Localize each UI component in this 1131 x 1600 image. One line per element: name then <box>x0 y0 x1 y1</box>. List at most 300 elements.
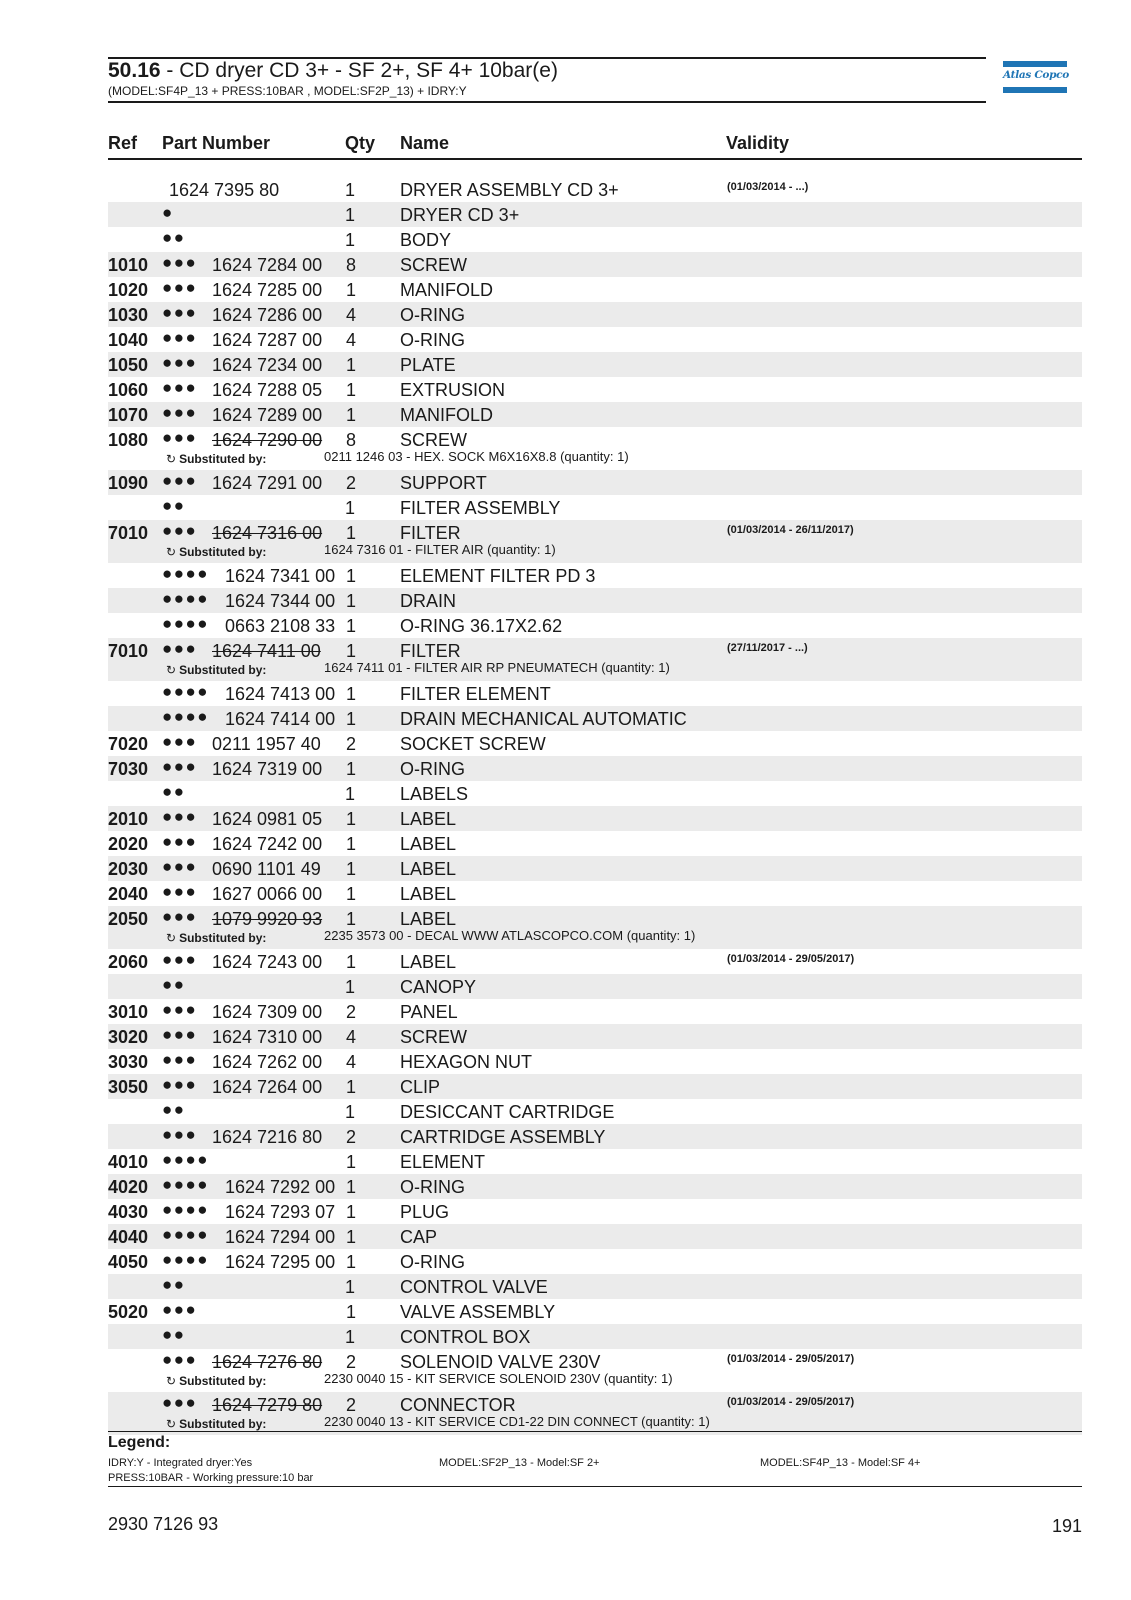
row-name: SUPPORT <box>400 473 487 493</box>
legend-item-idry: IDRY:Y - Integrated dryer:Yes <box>108 1457 253 1469</box>
row-qty: 4 <box>346 330 357 350</box>
row-ref: 4050 <box>108 1252 149 1272</box>
row-level-dots: ●●●● <box>162 564 210 583</box>
table-row <box>108 881 1082 906</box>
row-ref: 5020 <box>108 1302 149 1322</box>
row-level-dots: ●●● <box>162 1075 198 1094</box>
substitute-part: 2230 0040 13 - KIT SERVICE CD1-22 DIN CONNECT (quantity: 1) <box>324 1414 710 1429</box>
substitute-part: 0211 1246 03 - HEX. SOCK M6X16X8.8 (quantity: 1) <box>324 449 629 464</box>
section-title: - CD dryer CD 3+ - SF 2+, SF 4+ 10bar(e) <box>160 59 558 82</box>
row-qty: 1 <box>346 709 357 729</box>
row-level-dots: ●●● <box>162 882 198 901</box>
row-qty: 1 <box>345 977 356 997</box>
row-part-number: 1624 7319 00 <box>212 759 323 779</box>
row-part-number: 1624 7414 00 <box>225 709 336 729</box>
table-row <box>108 831 1082 856</box>
row-name: MANIFOLD <box>400 405 494 425</box>
table-row <box>108 427 1082 470</box>
row-name: SOLENOID VALVE 230V <box>400 1352 601 1372</box>
row-ref: 1080 <box>108 430 149 450</box>
row-qty: 1 <box>345 205 356 225</box>
table-row <box>108 563 1082 588</box>
row-part-number: 1624 7262 00 <box>212 1052 323 1072</box>
substituted-by-label <box>166 662 266 678</box>
table-row <box>108 227 1082 252</box>
substituted-by-text: Substituted by: <box>179 452 267 466</box>
row-qty: 2 <box>346 1395 357 1415</box>
page-title <box>108 58 558 84</box>
row-part-number: 1624 7341 00 <box>225 566 336 586</box>
row-part-number: 1624 7413 00 <box>225 684 336 704</box>
row-part-number: 1624 7316 00 <box>212 523 323 543</box>
row-level-dots: ●●● <box>162 428 198 447</box>
row-name: FILTER <box>400 641 461 661</box>
section-number: 50.16 <box>108 59 161 82</box>
substituted-by-label <box>166 930 266 946</box>
row-name: PLUG <box>400 1202 450 1222</box>
row-qty: 4 <box>346 1027 357 1047</box>
table-row <box>108 495 1082 520</box>
row-level-dots: ● <box>162 203 174 222</box>
table-row <box>108 638 1082 681</box>
table-row <box>108 706 1082 731</box>
row-qty: 1 <box>346 405 357 425</box>
row-level-dots: ●●● <box>162 1000 198 1019</box>
row-level-dots: ●●● <box>162 757 198 776</box>
row-qty: 1 <box>346 591 357 611</box>
row-name: CLIP <box>400 1077 441 1097</box>
row-level-dots: ●●● <box>162 639 198 658</box>
row-name: ELEMENT FILTER PD 3 <box>400 566 596 586</box>
row-qty: 1 <box>345 498 356 518</box>
row-ref: 7020 <box>108 734 149 754</box>
row-name: SCREW <box>400 430 467 450</box>
row-name: BODY <box>400 230 452 250</box>
row-name: O-RING <box>400 759 465 779</box>
table-row <box>108 1149 1082 1174</box>
row-level-dots: ●●● <box>162 907 198 926</box>
row-qty: 1 <box>346 859 357 879</box>
row-ref: 4010 <box>108 1152 149 1172</box>
column-header-validity: Validity <box>726 133 790 153</box>
row-qty: 1 <box>346 759 357 779</box>
row-ref: 7030 <box>108 759 149 779</box>
row-qty: 2 <box>346 734 357 754</box>
row-ref: 2020 <box>108 834 149 854</box>
row-part-number: 1624 7288 05 <box>212 380 323 400</box>
substituted-by-text: Substituted by: <box>179 1374 267 1388</box>
table-row <box>108 974 1082 999</box>
logo-text: Atlas Copco <box>1003 69 1069 81</box>
table-row <box>108 202 1082 227</box>
row-part-number: 1624 7234 00 <box>212 355 323 375</box>
row-qty: 1 <box>346 616 357 636</box>
row-part-number: 1624 7243 00 <box>212 952 323 972</box>
row-part-number: 1624 7294 00 <box>225 1227 336 1247</box>
row-part-number: 1624 7309 00 <box>212 1002 323 1022</box>
row-name: LABELS <box>400 784 469 804</box>
row-qty: 1 <box>346 909 357 929</box>
table-row <box>108 470 1082 495</box>
row-qty: 1 <box>345 1277 356 1297</box>
row-level-dots: ●●●● <box>162 589 210 608</box>
row-name: CONTROL VALVE <box>400 1277 548 1297</box>
table-row <box>108 1074 1082 1099</box>
row-part-number: 0663 2108 33 <box>225 616 336 636</box>
refresh-icon: ↻ <box>166 545 177 559</box>
row-qty: 1 <box>346 641 357 661</box>
row-ref: 3050 <box>108 1077 149 1097</box>
row-ref: 1020 <box>108 280 149 300</box>
row-level-dots: ●●● <box>162 1050 198 1069</box>
row-part-number: 1624 7293 07 <box>225 1202 336 1222</box>
header-rule <box>108 158 1082 160</box>
table-row <box>108 1024 1082 1049</box>
row-level-dots: ●●●● <box>162 707 210 726</box>
table-row <box>108 302 1082 327</box>
row-level-dots: ●●● <box>162 1393 198 1412</box>
row-part-number: 1627 0066 00 <box>212 884 323 904</box>
substituted-by-label <box>166 544 266 560</box>
row-level-dots: ●●● <box>162 1025 198 1044</box>
substituted-by-text: Substituted by: <box>179 545 267 559</box>
row-part-number: 1624 0981 05 <box>212 809 323 829</box>
row-ref: 3010 <box>108 1002 149 1022</box>
table-row <box>108 1099 1082 1124</box>
row-qty: 8 <box>346 430 357 450</box>
row-level-dots: ●●●● <box>162 1250 210 1269</box>
table-row <box>108 1392 1082 1435</box>
table-row <box>108 1124 1082 1149</box>
row-name: VALVE ASSEMBLY <box>400 1302 556 1322</box>
row-qty: 1 <box>346 523 357 543</box>
row-qty: 1 <box>346 834 357 854</box>
row-validity: (27/11/2017 - ...) <box>727 642 808 654</box>
row-ref: 4040 <box>108 1227 149 1247</box>
row-level-dots: ●●● <box>162 303 198 322</box>
row-part-number: 1079 9920 93 <box>212 909 323 929</box>
row-ref: 3020 <box>108 1027 149 1047</box>
row-qty: 1 <box>346 380 357 400</box>
row-ref: 3030 <box>108 1052 149 1072</box>
legend-item-press: PRESS:10BAR - Working pressure:10 bar <box>108 1472 314 1484</box>
row-name: DRAIN MECHANICAL AUTOMATIC <box>400 709 687 729</box>
row-qty: 2 <box>346 1352 357 1372</box>
row-name: O-RING <box>400 330 465 350</box>
row-qty: 1 <box>345 1327 356 1347</box>
row-name: SCREW <box>400 255 467 275</box>
row-qty: 1 <box>346 884 357 904</box>
row-ref: 1040 <box>108 330 149 350</box>
row-level-dots: ●●● <box>162 807 198 826</box>
table-row <box>108 1349 1082 1392</box>
row-ref: 2010 <box>108 809 149 829</box>
row-qty: 1 <box>346 1227 357 1247</box>
table-row <box>108 252 1082 277</box>
row-name: FILTER ASSEMBLY <box>400 498 561 518</box>
row-name: O-RING <box>400 305 465 325</box>
legend-title: Legend: <box>108 1434 171 1451</box>
row-part-number: 1624 7290 00 <box>212 430 323 450</box>
row-name: CANOPY <box>400 977 477 997</box>
logo-top-bar <box>1003 61 1067 67</box>
row-qty: 4 <box>346 305 357 325</box>
row-level-dots: ●●●● <box>162 1225 210 1244</box>
row-name: PLATE <box>400 355 456 375</box>
table-row <box>108 1274 1082 1299</box>
row-validity: (01/03/2014 - 29/05/2017) <box>727 953 855 965</box>
row-ref: 1070 <box>108 405 149 425</box>
row-name: DRYER ASSEMBLY CD 3+ <box>400 180 619 200</box>
row-name: CARTRIDGE ASSEMBLY <box>400 1127 606 1147</box>
substituted-by-label <box>166 451 266 467</box>
row-level-dots: ●●● <box>162 378 198 397</box>
row-qty: 1 <box>346 1077 357 1097</box>
row-qty: 1 <box>346 1252 357 1272</box>
row-validity: (01/03/2014 - 26/11/2017) <box>727 524 854 536</box>
table-row <box>108 1224 1082 1249</box>
row-level-dots: ●●●● <box>162 1175 210 1194</box>
row-qty: 1 <box>346 1152 357 1172</box>
row-qty: 2 <box>346 1127 357 1147</box>
table-row <box>108 177 1082 202</box>
row-qty: 4 <box>346 1052 357 1072</box>
row-part-number: 1624 7286 00 <box>212 305 323 325</box>
row-ref: 2050 <box>108 909 149 929</box>
row-level-dots: ●●●● <box>162 682 210 701</box>
row-level-dots: ●● <box>162 782 186 801</box>
row-validity: (01/03/2014 - 29/05/2017) <box>727 1396 855 1408</box>
row-name: FILTER <box>400 523 461 543</box>
row-name: LABEL <box>400 809 457 829</box>
row-part-number: 1624 7276 80 <box>212 1352 323 1372</box>
row-qty: 1 <box>346 952 357 972</box>
table-row <box>108 327 1082 352</box>
row-level-dots: ●●● <box>162 832 198 851</box>
row-qty: 1 <box>346 280 357 300</box>
row-qty: 1 <box>345 784 356 804</box>
row-level-dots: ●●●● <box>162 1150 210 1169</box>
row-name: LABEL <box>400 859 457 879</box>
table-row <box>108 949 1082 974</box>
row-ref: 1010 <box>108 255 149 275</box>
table-row <box>108 588 1082 613</box>
row-part-number: 1624 7292 00 <box>225 1177 336 1197</box>
row-part-number: 1624 7310 00 <box>212 1027 323 1047</box>
row-level-dots: ●●● <box>162 1300 198 1319</box>
row-level-dots: ●●●● <box>162 1200 210 1219</box>
row-ref: 4030 <box>108 1202 149 1222</box>
table-row <box>108 781 1082 806</box>
row-part-number: 1624 7411 00 <box>212 641 321 661</box>
row-name: LABEL <box>400 884 457 904</box>
table-row <box>108 856 1082 881</box>
row-qty: 8 <box>346 255 357 275</box>
atlas-copco-logo <box>1003 61 1067 94</box>
row-name: O-RING <box>400 1252 465 1272</box>
legend-item-model-sf4p: MODEL:SF4P_13 - Model:SF 4+ <box>760 1457 921 1469</box>
row-level-dots: ●●●● <box>162 614 210 633</box>
row-name: MANIFOLD <box>400 280 494 300</box>
substituted-by-text: Substituted by: <box>179 931 267 945</box>
refresh-icon: ↻ <box>166 1374 177 1388</box>
row-qty: 1 <box>345 1102 356 1122</box>
row-part-number: 1624 7291 00 <box>212 473 323 493</box>
row-qty: 1 <box>345 180 356 200</box>
substituted-by-text: Substituted by: <box>179 1417 267 1431</box>
row-level-dots: ●●● <box>162 521 198 540</box>
refresh-icon: ↻ <box>166 931 177 945</box>
title-bottom-rule <box>108 101 986 103</box>
row-part-number: 1624 7264 00 <box>212 1077 323 1097</box>
table-row <box>108 806 1082 831</box>
row-level-dots: ●●● <box>162 950 198 969</box>
row-qty: 1 <box>346 1177 357 1197</box>
row-qty: 2 <box>346 473 357 493</box>
row-level-dots: ●● <box>162 1325 186 1344</box>
row-ref: 1030 <box>108 305 149 325</box>
row-name: DRYER CD 3+ <box>400 205 520 225</box>
row-ref: 2040 <box>108 884 149 904</box>
row-name: HEXAGON NUT <box>400 1052 533 1072</box>
row-level-dots: ●●● <box>162 732 198 751</box>
substituted-by-label <box>166 1416 266 1432</box>
row-ref: 4020 <box>108 1177 149 1197</box>
column-header-ref: Ref <box>108 133 138 153</box>
row-part-number: 0211 1957 40 <box>212 734 321 754</box>
row-name: CONNECTOR <box>400 1395 516 1415</box>
row-part-number: 1624 7242 00 <box>212 834 323 854</box>
row-level-dots: ●●● <box>162 857 198 876</box>
column-header-name: Name <box>400 133 450 153</box>
row-ref: 1090 <box>108 473 149 493</box>
table-row <box>108 1299 1082 1324</box>
row-ref: 1060 <box>108 380 149 400</box>
substitute-part: 1624 7316 01 - FILTER AIR (quantity: 1) <box>324 542 556 557</box>
table-row <box>108 1174 1082 1199</box>
table-row <box>108 277 1082 302</box>
row-part-number: 1624 7344 00 <box>225 591 336 611</box>
table-row <box>108 1324 1082 1349</box>
row-name: DESICCANT CARTRIDGE <box>400 1102 615 1122</box>
row-qty: 1 <box>346 809 357 829</box>
row-name: PANEL <box>400 1002 458 1022</box>
row-qty: 1 <box>346 684 357 704</box>
row-level-dots: ●●● <box>162 253 198 272</box>
row-level-dots: ●● <box>162 1100 186 1119</box>
row-name: CONTROL BOX <box>400 1327 531 1347</box>
row-level-dots: ●●● <box>162 471 198 490</box>
logo-bottom-bar <box>1003 87 1067 93</box>
row-name: CAP <box>400 1227 438 1247</box>
row-level-dots: ●●● <box>162 278 198 297</box>
row-level-dots: ●●● <box>162 1350 198 1369</box>
row-part-number: 1624 7284 00 <box>212 255 323 275</box>
row-name: EXTRUSION <box>400 380 506 400</box>
row-level-dots: ●●● <box>162 353 198 372</box>
substitute-part: 2230 0040 15 - KIT SERVICE SOLENOID 230V (quantity: 1) <box>324 1371 673 1386</box>
substitute-part: 1624 7411 01 - FILTER AIR RP PNEUMATECH (quantity: 1) <box>324 660 670 675</box>
row-name: SCREW <box>400 1027 467 1047</box>
row-qty: 2 <box>346 1002 357 1022</box>
row-level-dots: ●● <box>162 496 186 515</box>
row-name: FILTER ELEMENT <box>400 684 551 704</box>
row-validity: (01/03/2014 - ...) <box>727 181 809 193</box>
row-qty: 1 <box>345 230 356 250</box>
row-name: O-RING 36.17X2.62 <box>400 616 563 636</box>
row-qty: 1 <box>346 566 357 586</box>
row-ref: 1050 <box>108 355 149 375</box>
row-name: LABEL <box>400 952 457 972</box>
row-part-number: 1624 7395 80 <box>169 180 280 200</box>
table-row <box>108 352 1082 377</box>
parts-table <box>108 177 1082 1435</box>
row-validity: (01/03/2014 - 29/05/2017) <box>727 1353 855 1365</box>
row-ref: 2030 <box>108 859 149 879</box>
column-header-qty: Qty <box>345 133 376 153</box>
row-part-number: 1624 7295 00 <box>225 1252 336 1272</box>
legend-item-model-sf2p: MODEL:SF2P_13 - Model:SF 2+ <box>439 1457 600 1469</box>
row-part-number: 1624 7285 00 <box>212 280 323 300</box>
table-row <box>108 377 1082 402</box>
refresh-icon: ↻ <box>166 1417 177 1431</box>
row-name: O-RING <box>400 1177 465 1197</box>
row-part-number: 0690 1101 49 <box>212 859 321 879</box>
row-qty: 1 <box>346 1302 357 1322</box>
row-part-number: 1624 7279 80 <box>212 1395 323 1415</box>
row-level-dots: ●● <box>162 1275 186 1294</box>
row-name: SOCKET SCREW <box>400 734 546 754</box>
substituted-by-label <box>166 1373 266 1389</box>
column-header-part-number: Part Number <box>162 133 271 153</box>
page-subtitle: (MODEL:SF4P_13 + PRESS:10BAR , MODEL:SF2P_13) + IDRY:Y <box>108 84 467 98</box>
row-qty: 1 <box>346 1202 357 1222</box>
table-row <box>108 1049 1082 1074</box>
substitute-part: 2235 3573 00 - DECAL WWW ATLASCOPCO.COM (quantity: 1) <box>324 928 696 943</box>
table-row <box>108 520 1082 563</box>
row-part-number: 1624 7287 00 <box>212 330 323 350</box>
row-name: LABEL <box>400 834 457 854</box>
row-ref: 7010 <box>108 641 149 661</box>
row-name: DRAIN <box>400 591 457 611</box>
table-row <box>108 1249 1082 1274</box>
table-row <box>108 906 1082 949</box>
page-number: 191 <box>1052 1516 1083 1536</box>
document-number: 2930 7126 93 <box>108 1514 219 1534</box>
legend-bottom-rule <box>108 1486 1082 1487</box>
table-row <box>108 1199 1082 1224</box>
row-name: LABEL <box>400 909 457 929</box>
table-row <box>108 756 1082 781</box>
substituted-by-text: Substituted by: <box>179 663 267 677</box>
row-qty: 1 <box>346 355 357 375</box>
row-level-dots: ●●● <box>162 1125 198 1144</box>
table-row <box>108 613 1082 638</box>
legend-rule <box>108 1431 1082 1432</box>
table-row <box>108 999 1082 1024</box>
row-name: ELEMENT <box>400 1152 486 1172</box>
refresh-icon: ↻ <box>166 663 177 677</box>
row-level-dots: ●● <box>162 228 186 247</box>
table-row <box>108 681 1082 706</box>
row-level-dots: ●●● <box>162 328 198 347</box>
row-part-number: 1624 7289 00 <box>212 405 323 425</box>
row-part-number: 1624 7216 80 <box>212 1127 323 1147</box>
table-row <box>108 731 1082 756</box>
row-ref: 7010 <box>108 523 149 543</box>
table-row <box>108 402 1082 427</box>
row-level-dots: ●● <box>162 975 186 994</box>
